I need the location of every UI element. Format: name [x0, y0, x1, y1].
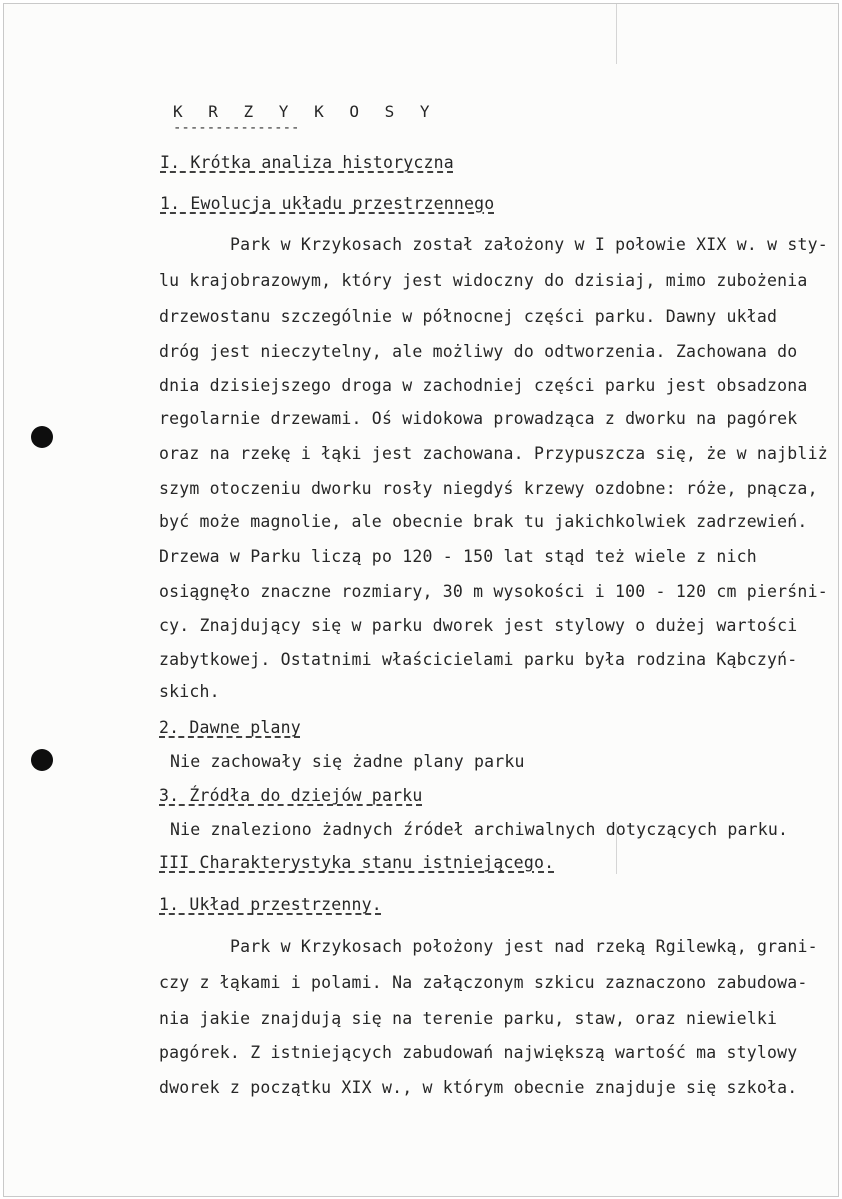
paragraph-line: drzewostanu szczególnie w północnej części parku. Dawny układ: [159, 307, 778, 326]
punch-hole: [31, 426, 53, 448]
paragraph-line: dróg jest nieczytelny, ale możliwy do odtworzenia. Zachowana do: [159, 342, 798, 361]
paragraph-line: oraz na rzekę i łąki jest zachowana. Przypuszcza się, że w najbliż: [159, 444, 828, 463]
title-rule: ---------------: [173, 120, 300, 136]
paragraph-line: skich.: [159, 682, 220, 701]
paragraph-line: Drzewa w Parku liczą po 120 - 150 lat stąd też wiele z nich: [159, 547, 757, 566]
paragraph-line: cy. Znajdujący się w parku dworek jest stylowy o dużej wartości: [159, 616, 798, 635]
paragraph-line: regolarnie drzewami. Oś widokowa prowadząca z dworku na pagórek: [159, 409, 798, 428]
fold-mark: [616, 4, 617, 64]
paragraph-line: pagórek. Z istniejących zabudowań największą wartość ma stylowy: [159, 1043, 798, 1062]
paragraph-line: być może magnolie, ale obecnie brak tu jakichkolwiek zadrzewień.: [159, 512, 808, 531]
paragraph-line: szym otoczeniu dworku rosły niegdyś krzewy ozdobne: róże, pnącza,: [159, 479, 818, 498]
paragraph-line: Park w Krzykosach położony jest nad rzeką Rgilewką, grani-: [230, 937, 818, 956]
subsection-heading-3: 3. Źródła do dziejów parku: [159, 786, 423, 805]
paragraph-line: osiągnęło znaczne rozmiary, 30 m wysokości i 100 - 120 cm pierśni-: [159, 582, 828, 601]
subsection-heading-2: 2. Dawne plany: [159, 718, 301, 737]
punch-hole: [31, 749, 53, 771]
subsection-heading-3-1: 1. Układ przestrzenny.: [159, 895, 382, 914]
paragraph-line: dnia dzisiejszego droga w zachodniej części parku jest obsadzona: [159, 376, 808, 395]
paragraph-line: lu krajobrazowym, który jest widoczny do dzisiaj, mimo zubożenia: [159, 271, 808, 290]
section-heading-3: III Charakterystyka stanu istniejącego.: [159, 853, 555, 872]
subsection-text-2: Nie zachowały się żadne plany parku: [170, 752, 525, 771]
document-title: K R Z Y K O S Y: [173, 102, 438, 121]
paragraph-line: czy z łąkami i polami. Na załączonym szkicu zaznaczono zabudowa-: [159, 973, 808, 992]
paragraph-line: nia jakie znajdują się na terenie parku, staw, oraz niewielki: [159, 1009, 778, 1028]
paragraph-line: Park w Krzykosach został założony w I połowie XIX w. w sty-: [230, 235, 828, 254]
subsection-heading-1: 1. Ewolucja układu przestrzennego: [160, 194, 495, 213]
paragraph-line: dworek z początku XIX w., w którym obecnie znajduje się szkoła.: [159, 1078, 798, 1097]
section-heading-1: I. Krótka analiza historyczna: [160, 153, 454, 172]
paragraph-line: zabytkowej. Ostatnimi właścicielami parku była rodzina Kąbczyń-: [159, 650, 798, 669]
subsection-text-3: Nie znaleziono żadnych źródeł archiwalnych dotyczących parku.: [170, 820, 789, 839]
